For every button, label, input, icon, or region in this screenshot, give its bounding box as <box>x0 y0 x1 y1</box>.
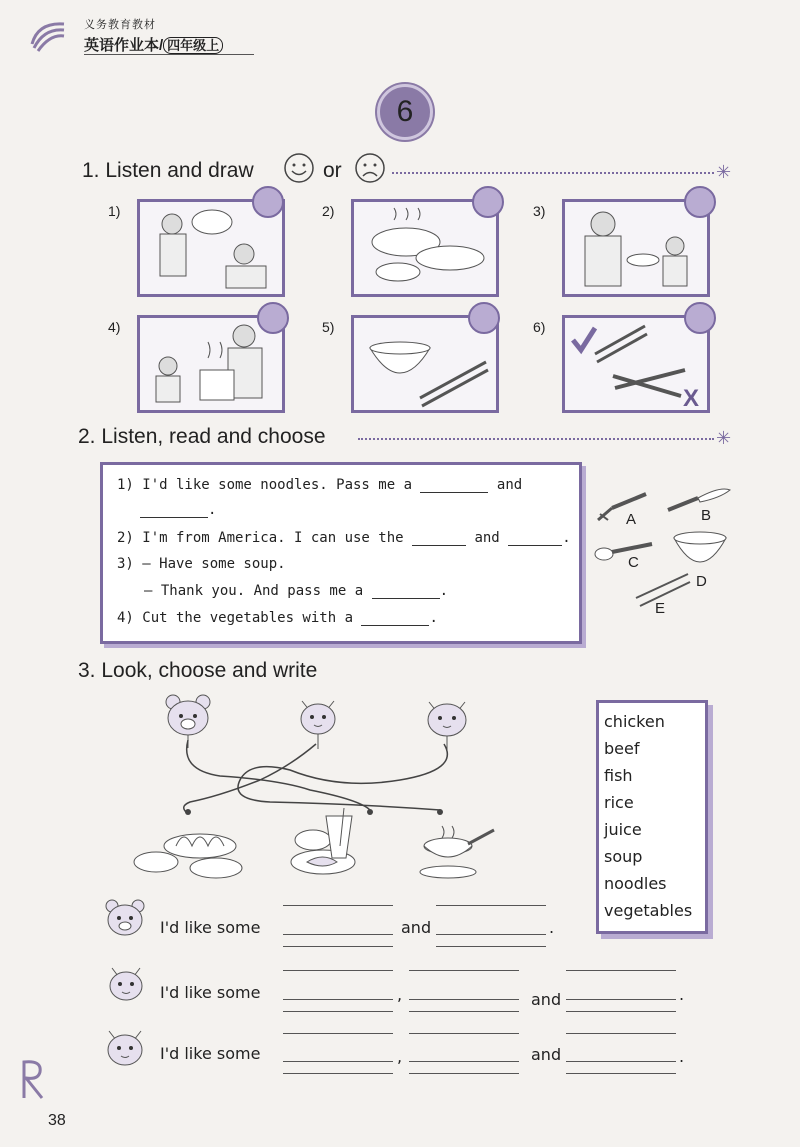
item-number: 1) <box>108 203 121 219</box>
question-3-reply <box>144 583 448 599</box>
food-word: rice <box>604 793 634 812</box>
answer-blank[interactable] <box>283 1061 393 1062</box>
answer-guide-line <box>283 1073 393 1074</box>
picture-frame-3 <box>562 199 710 297</box>
food-word: juice <box>604 820 642 839</box>
food-word: fish <box>604 766 633 785</box>
answer-blank[interactable] <box>566 999 676 1000</box>
option-b-label: B <box>701 507 712 524</box>
answer-blank[interactable] <box>283 999 393 1000</box>
page-number: 38 <box>48 1112 66 1129</box>
item-number: 4) <box>108 319 121 335</box>
answer-3-prefix: I'd like some <box>160 1044 261 1063</box>
food-word: noodles <box>604 874 667 893</box>
answer-blank[interactable] <box>420 478 488 493</box>
section1-title-text: 1. Listen and draw <box>82 159 254 182</box>
food-word: vegetables <box>604 901 693 920</box>
answer-guide-line <box>409 970 519 971</box>
answer-2-comma: , <box>397 985 403 1004</box>
smiley-circle-icon[interactable] <box>684 302 716 334</box>
answer-blank[interactable] <box>566 1061 676 1062</box>
answer-2-prefix: I'd like some <box>160 983 261 1002</box>
answer-guide-line <box>283 905 393 906</box>
sad-face-icon <box>354 152 386 189</box>
header-title <box>84 34 223 55</box>
answer-blank[interactable] <box>409 1061 519 1062</box>
answer-blank[interactable] <box>508 531 562 546</box>
answer-blank[interactable] <box>436 934 546 935</box>
smiley-circle-icon[interactable] <box>684 186 716 218</box>
section2-title: 2. Listen, read and choose <box>78 425 326 448</box>
answer-guide-line <box>283 970 393 971</box>
bear-icon <box>104 898 146 943</box>
item-number: 2) <box>322 203 335 219</box>
answer-guide-line <box>283 946 393 947</box>
section1-or: or <box>323 159 342 182</box>
answer-blank[interactable] <box>412 531 466 546</box>
cat-icon <box>104 1026 146 1073</box>
question-2-and: and <box>474 530 500 546</box>
answer-1-and: and <box>401 918 432 937</box>
answer-guide-line <box>566 1011 676 1012</box>
corner-r-logo-icon <box>18 1056 46 1105</box>
answer-blank[interactable] <box>372 584 440 599</box>
food-word: soup <box>604 847 643 866</box>
unit-badge: 6 <box>377 84 433 140</box>
answer-3-end: . <box>679 1047 685 1066</box>
answer-1-end: . <box>549 918 555 937</box>
svg-text:X: X <box>683 385 700 410</box>
section2-dotted-rule <box>358 438 714 440</box>
food-word: beef <box>604 739 640 758</box>
juice-glass-icon <box>318 806 358 867</box>
smiley-circle-icon[interactable] <box>252 186 284 218</box>
chipmunk-icon <box>106 964 146 1009</box>
noodles-plate-icon <box>130 818 260 887</box>
answer-2-and: and <box>531 990 562 1009</box>
question-2 <box>117 530 571 546</box>
food-word: chicken <box>604 712 665 731</box>
answer-1-prefix: I'd like some <box>160 918 261 937</box>
question-1-cont <box>140 502 216 518</box>
item-number: 3) <box>533 203 546 219</box>
question-1-end: . <box>208 502 217 518</box>
answer-blank[interactable] <box>361 611 429 626</box>
bowl-icon <box>670 526 730 575</box>
section1-dotted-rule <box>392 172 714 174</box>
option-d-label: D <box>696 573 707 590</box>
answer-guide-line <box>566 1033 676 1034</box>
question-1 <box>117 477 522 493</box>
question-3: 3) — Have some soup. <box>117 556 286 572</box>
section3-title: 3. Look, choose and write <box>78 659 318 682</box>
question-3-reply-text: — Thank you. And pass me a <box>144 583 364 599</box>
option-e-label: E <box>655 600 666 617</box>
star-icon: ✳ <box>716 162 732 182</box>
picture-frame-6 <box>562 315 710 413</box>
item-number: 6) <box>533 319 546 335</box>
question-4-end: . <box>429 610 438 626</box>
answer-guide-line <box>436 946 546 947</box>
question-4-text: 4) Cut the vegetables with a <box>117 610 354 626</box>
section1-title <box>82 159 254 183</box>
header-grade: 四年级上 <box>163 37 223 54</box>
question-3-end: . <box>439 583 449 599</box>
soup-bowl-icon <box>412 824 498 885</box>
question-1-and: and <box>496 477 523 493</box>
spoon-icon <box>592 538 656 569</box>
fork-icon <box>594 488 654 529</box>
header-title-text: 英语作业本/ <box>84 37 164 54</box>
option-a-label: A <box>626 511 637 528</box>
question-4 <box>117 610 438 626</box>
header-rule <box>84 54 254 55</box>
knife-icon <box>664 484 734 519</box>
header-series: 义务教育教材 <box>84 19 156 31</box>
answer-2-end: . <box>679 985 685 1004</box>
answer-guide-line <box>566 1073 676 1074</box>
question-1-text: 1) I'd like some noodles. Pass me a <box>117 477 413 493</box>
answer-blank[interactable] <box>140 503 208 518</box>
smiley-circle-icon[interactable] <box>472 186 504 218</box>
happy-face-icon <box>283 152 315 189</box>
food-word-list <box>596 700 708 934</box>
smiley-circle-icon[interactable] <box>468 302 500 334</box>
question-2-end: . <box>562 530 571 546</box>
option-c-label: C <box>628 554 639 571</box>
answer-3-and: and <box>531 1045 562 1064</box>
question-2-text: 2) I'm from America. I can use the <box>117 530 404 546</box>
answer-guide-line <box>409 1033 519 1034</box>
answer-blank[interactable] <box>409 999 519 1000</box>
answer-guide-line <box>283 1033 393 1034</box>
answer-guide-line <box>566 970 676 971</box>
publisher-logo <box>28 18 68 54</box>
answer-3-comma: , <box>397 1047 403 1066</box>
answer-guide-line <box>409 1073 519 1074</box>
smiley-circle-icon[interactable] <box>257 302 289 334</box>
item-number: 5) <box>322 319 335 335</box>
answer-guide-line <box>283 1011 393 1012</box>
answer-guide-line <box>436 905 546 906</box>
star-icon: ✳ <box>716 428 732 448</box>
answer-guide-line <box>409 1011 519 1012</box>
answer-blank[interactable] <box>283 934 393 935</box>
